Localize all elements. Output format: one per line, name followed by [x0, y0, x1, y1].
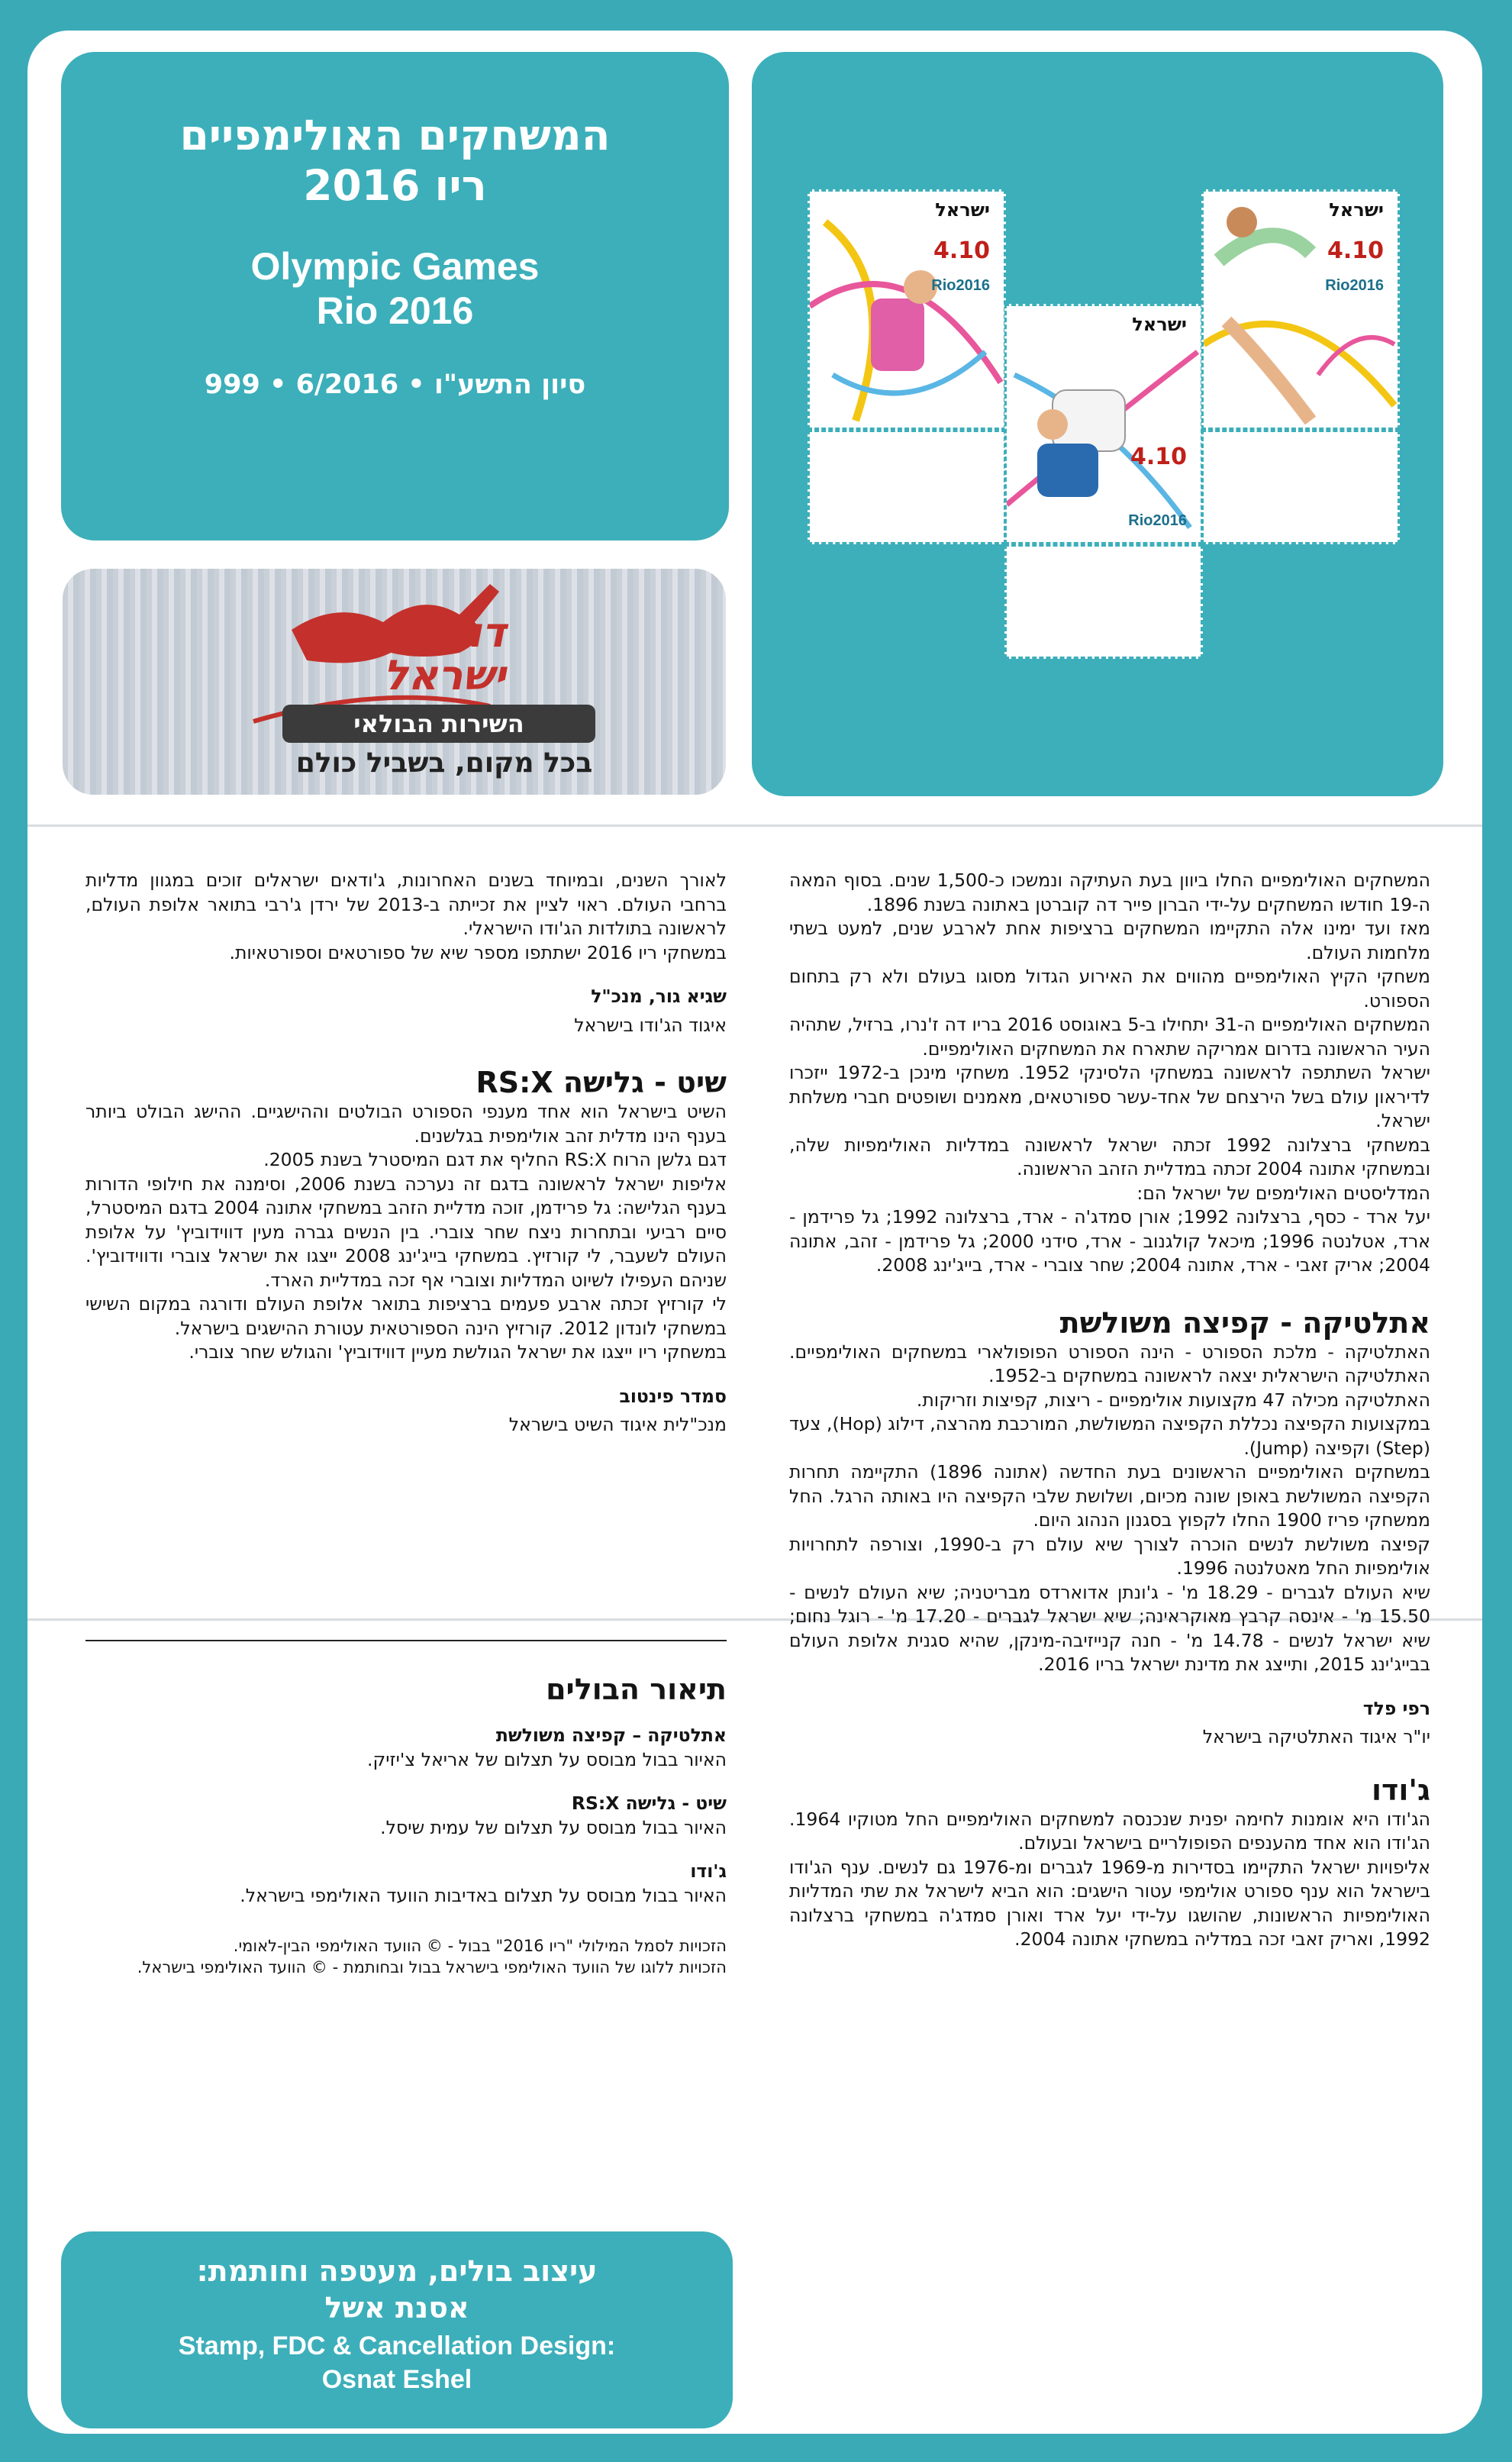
description-title: ג'ודו [690, 1860, 727, 1882]
intro-paragraph: המשחקים האולימפיים ה-31 יתחילו ב-5 באוגוסט 2016 בריו דה ז'נרו, ברזיל, שתהיה העיר הראשונה בדרום אמריקה שתארח את המשחקים האולימפיים. [789, 1014, 1430, 1060]
stamp-judo [1004, 304, 1203, 544]
stamp-descriptions [85, 1672, 727, 1978]
title-en: Olympic Games [250, 245, 540, 288]
athletics-paragraph: האתלטיקה - מלכת הספורט - הינה הספורט הפופולארי במשחקים האולימפיים. האתלטיקה הישראלית יצאה לראשונה במשחקים ב-1952. [789, 1341, 1430, 1386]
logo-name-line1: דואר [412, 608, 506, 657]
sailing-paragraph: השיט בישראל הוא אחד מענפי הספורט הבולטים וההישגיים. ההישג הבולט ביותר בענף הינו מדלית זהב אולימפית בגלשנים. [85, 1101, 727, 1147]
description-title: שיט - גלישה RS:X [571, 1792, 727, 1814]
stamp-tab [808, 430, 1006, 544]
design-credit-box [61, 2231, 733, 2428]
judo-paragraph: אליפויות ישראל התקיימו בסדירות מ-1969 לגברים ומ-1976 גם לנשים. ענף הג'ודו בישראל הוא ענף ספורט אולימפי עטור הישגים: הוא הביא לישראל את שתי המדליות האולימפיות הראשונות, שהושגו על-ידי יעל ארד ואורן סמדג'ה במשחקי ברצלונה 1992, ואריק זאבי זכה במדליה במשחקי אתונה 2004. [789, 1856, 1431, 1950]
right-column [789, 869, 1430, 1952]
stamp-descriptions-heading: תיאור הבולים [546, 1673, 727, 1706]
description-text: האיור בבול מבוסס על תצלום של עמית שיסל. [380, 1816, 727, 1838]
intro-paragraph: המשחקים האולימפיים החלו ביוון בעת העתיקה ונמשכו כ-1,500 שנים. בסוף המאה ה-19 חודשו המשחקים על-ידי הברון פייר דה קוברטן באתונה בשנת 1896. [789, 870, 1431, 915]
athletics-paragraph: במשחקים האולימפיים הראשונים בעת החדשה (אתונה 1896) התקיימה תחרות הקפיצה המשולשת באופן שונה מכיום, ושלושת שלבי הקפיצה היו באותה הרגל. החל ממשחקי פריז 1900 החלו לקפוץ בסגנון הנהוג היום. [789, 1461, 1430, 1531]
credit-en-line1: Stamp, FDC & Cancellation Design: [178, 2331, 616, 2360]
section-divider [85, 1640, 727, 1641]
sailing-signer-title: מנכ"לית איגוד השיט בישראל [508, 1414, 727, 1435]
sailing-heading: שיט - גלישה RS:X [476, 1066, 727, 1099]
intro-paragraph: משחקי הקיץ האולימפיים מהווים את האירוע הגדול מסוגו בעולם ולא רק בתחום הספורט. [789, 966, 1430, 1012]
credit-he-line1: עיצוב בולים, מעטפה וחותמת: [196, 2254, 598, 2288]
description-text: האיור בבול מבוסס על תצלום של אריאל צ'יזיק. [367, 1748, 727, 1770]
athletics-signer: רפי פלד [1362, 1697, 1430, 1719]
athletics-paragraph: שיא העולם לגברים - 18.29 מ' - ג'ונתן אדוארדס מבריטניה; שיא העולם לנשים - 15.50 מ' - אינסה קרבץ מאוקראינה; שיא ישראל לגברים - 17.20 מ' - רוגל נחום; שיא ישראל לנשים - 14.78 מ' - חנה קנייזיבה-מינקן, שהיא סגנית אלופת העולם בבייג'ינג 2015, ותייצג את מדינת ישראל בריו 2016. [789, 1581, 1430, 1675]
intro-paragraph: מאז ועד ימינו אלה התקיימו המשחקים ברציפות אחת לארבע שנים, למעט בשתי מלחמות העולם. [789, 918, 1430, 963]
issue-line: סיון התשע"ו • 6/2016 • 999 [204, 369, 586, 400]
judo-illustration [1007, 306, 1201, 542]
copyright-note: הזכויות לסמל המילולי "ריו 2016" בבול - © הוועד האולימפי הבין-לאומי. [233, 1937, 727, 1955]
athletics-signer-title: יו"ר איגוד האתלטיקה בישראל [1202, 1726, 1430, 1747]
judo-paragraph: הג'ודו היא אומנות לחימה יפנית שנכנסה למשחקים האולימפיים החל מטוקיו 1964. הג'ודו הוא אחד מהענפים הפופולריים בישראל ובעולם. [789, 1808, 1430, 1854]
judo-continued-paragraph: לאורך השנים, ובמיוחד בשנים האחרונות, ג'ודאים ישראלים זוכים במגוון מדליות ברחבי העולם. ראוי לציין את זכייתה ב-2013 של ירדן ג'רבי בתואר אלופת העולם, לראשונה בתולדות הג'ודו הישראלי. [85, 870, 727, 939]
athletics-paragraph: במקצועות הקפיצה נכללת הקפיצה המשולשת, המורכבת מהרצה, דילוג (Hop), צעד (Step) וקפיצה (Jump). [789, 1413, 1430, 1459]
stamp-value: 4.10 [1327, 237, 1384, 264]
stamps-box [752, 52, 1443, 796]
intro-paragraph: המדליסטים האולימפים של ישראל הם: [1136, 1182, 1430, 1204]
triple-jump-illustration [1204, 192, 1398, 428]
stamp-country: ישראל [1329, 199, 1384, 221]
judo-signer-title: איגוד הג'ודו בישראל [574, 1014, 727, 1036]
fold-line [27, 824, 1482, 827]
judo-continued-paragraph: במשחקי ריו 2016 ישתתפו מספר שיא של ספורטאים וספורטאיות. [229, 941, 727, 963]
header-box [61, 52, 729, 540]
logo-slogan: בכל מקום, בשביל כולם [295, 747, 593, 779]
intro-paragraph: ישראל השתתפה לראשונה במשחקי הלסינקי 1952. משחקי מינכן ב-1972 ייזכרו לדיראון עולם בשל הירצחם של אחד-עשר ספורטאים, מאמנים ושופטים חברי משלחת ישראל. [789, 1062, 1430, 1131]
athletics-paragraph: האתלטיקה מכילה 47 מקצועות אולימפיים - ריצות, קפיצות וזריקות. [916, 1389, 1430, 1411]
credit-en-line2: Osnat Eshel [321, 2365, 472, 2394]
logo-name-line2: ישראל [383, 651, 506, 699]
sailing-paragraph: במשחקי ריו ייצגו את ישראל הגולשת מעיין דווידוביץ' והגולש שחר צוברי. [189, 1341, 727, 1363]
description-text: האיור בבול מבוסס על תצלום באדיבות הוועד האולימפי בישראל. [240, 1884, 727, 1906]
sailing-signer: סמדר פינטוב [619, 1385, 727, 1407]
stamp-event: Rio2016 [931, 277, 990, 294]
windsurfer-illustration [810, 192, 1004, 428]
copyright-note: הזכויות ללוגו של הוועד האולימפי בישראל בבול ובחותמת - © הוועד האולימפי בישראל. [137, 1958, 727, 1976]
subtitle-en: Rio 2016 [316, 289, 474, 332]
stamp-country: ישראל [935, 199, 990, 221]
stamp-value: 4.10 [933, 237, 990, 264]
athletics-paragraph: קפיצה משולשת לנשים הוכרה לצורך שיא עולם רק ב-1990, וצורפה לתחרויות אולימפיות החל מאטלנטה 1996. [789, 1533, 1430, 1579]
stamp-country: ישראל [1132, 314, 1187, 335]
title-he: המשחקים האולימפיים [179, 111, 611, 160]
intro-paragraph: יעל ארד - כסף, ברצלונה 1992; אורן סמדג'ה - ארד, ברצלונה 1992; גל פרידמן - ארד, אטלנטה 1996; מיכאל קולגנוב - ארד, סידני 2000; גל פרידמן - זהב, אתונה 2004; אריק זאבי - ארד, אתונה 2004; שחר צוברי - ארד, בייג'ינג 2008. [789, 1206, 1430, 1276]
stamp-tab [1004, 544, 1203, 659]
subtitle-he: ריו 2016 [303, 161, 487, 210]
left-column [85, 869, 727, 1438]
stamp-sailing [808, 189, 1006, 430]
sailing-paragraph: לי קורזיץ זכתה ארבע פעמים ברציפות בתואר אלופת העולם ודורגה במקום השישי במשחקי לונדון 2012. קורזיץ הינה הספורטאית עטורת ההישגים בישראל. [85, 1293, 727, 1339]
stamp-value: 4.10 [1130, 444, 1187, 470]
description-title: אתלטיקה – קפיצה משולשת [495, 1725, 727, 1746]
israel-post-logo-box [63, 569, 726, 795]
credit-he-line2: אסנת אשל [324, 2291, 469, 2325]
stamp-athletics [1201, 189, 1400, 430]
logo-service: השירות הבולאי [282, 705, 595, 743]
stamp-event: Rio2016 [1128, 512, 1187, 529]
sailing-paragraph: אליפות ישראל לראשונה בדגם זה נערכה בשנת 2006, וסימנה את חילופי הדורות בענף הגלישה: גל פרידמן, זוכה מדליית הזהב במשחקי אתונה 2004 בדגם המיסטרל, סיים רביעי ובתחרות ניצח שחר צוברי. בין הנשים גברה מעין דווידוביץ' על אלופת העולם לשעבר, לי קורזיץ. במשחקי בייג'ינג 2008 ייצגו את ישראל צוברי ודווידוביץ'. שניהם העפילו לשיוט המדליות וצוברי אף זכה במדליית הארד. [85, 1173, 727, 1291]
stamp-tab [1201, 430, 1400, 544]
intro-paragraph: במשחקי ברצלונה 1992 זכתה ישראל לראשונה במדליות האולימפיות שלה, ובמשחקי אתונה 2004 זכתה במדליית הזהב הראשונה. [789, 1134, 1431, 1179]
stamp-event: Rio2016 [1325, 277, 1384, 294]
judo-signer: שגיא גור, מנכ"ל [591, 986, 727, 1007]
judo-heading: ג'ודו [1371, 1773, 1430, 1807]
athletics-heading: אתלטיקה - קפיצה משולשת [1059, 1305, 1430, 1340]
sailing-paragraph: דגם גלשן הרוח RS:X החליף את דגם המיסטרל בשנת 2005. [263, 1149, 727, 1170]
